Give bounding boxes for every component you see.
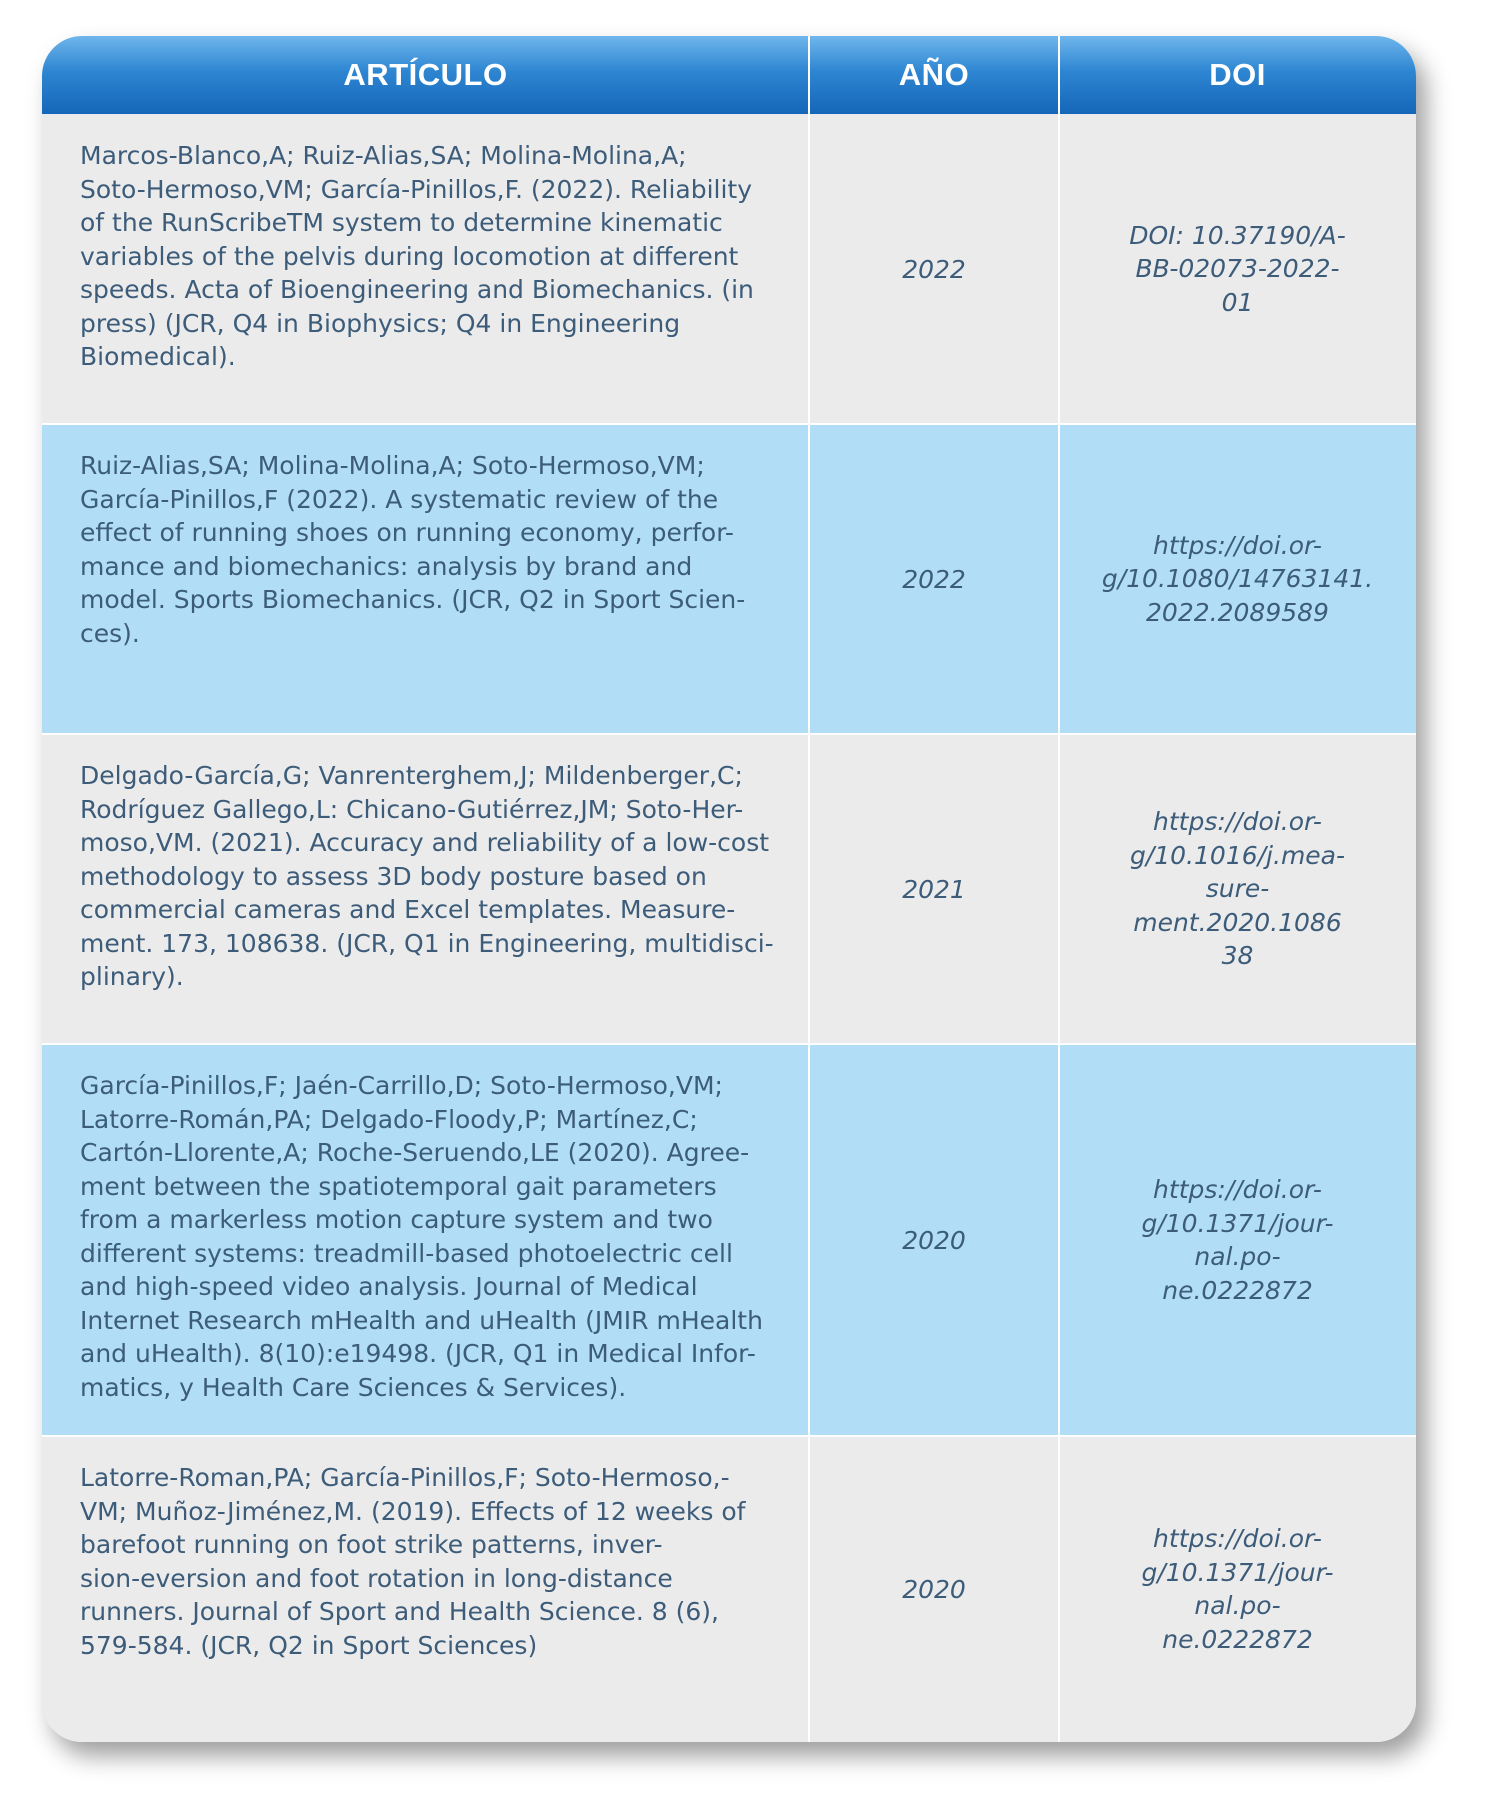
year-cell [809,1436,1059,1742]
row-divider [42,423,1416,425]
article-citation: Marcos-Blanco,A; Ruiz-Alias,SA; Molina-Molina,A; Soto-Hermoso,VM; García-Pinillos,F. (2022). Reliability of the RunScribeTM system to determine kinematic variables of the pelvis during locomotion at different speeds. Acta of Bioengineering and Biomechanics. (in press) (JCR, Q4 in Biophysics; Q4 in Engineering Biomedical). [80,141,754,371]
doi-value: https://doi.or- g/10.1016/j.mea- sure- ment.2020.1086 38 [1129,807,1346,971]
header-article: ARTÍCULO [343,57,508,92]
table-header [42,36,1416,114]
article-cell [42,1044,809,1436]
doi-value: DOI: 10.37190/A- BB-02073-2022- 01 [1129,220,1346,317]
doi-cell [1059,424,1416,734]
row-divider [42,1043,1416,1045]
header-year: AÑO [898,57,970,92]
doi-value: https://doi.or- g/10.1371/jour- nal.po- ne.0222872 [1141,1175,1334,1305]
article-citation: Delgado-García,G; Vanrenterghem,J; Mildenberger,C; Rodríguez Gallego,L: Chicano-Gutiérrez,JM; Soto-Her- moso,VM. (2021). Accuracy and reliability of a low-cost methodology to assess 3D body posture based on commercial cameras and Excel templates. Measure- ment. 173, 108638. (JCR, Q1 in Engineering, multidisci- plinary). [80,761,774,991]
year-value: 2020 [902,1574,966,1604]
header-doi: DOI [1209,57,1266,92]
table-row [42,1436,1416,1742]
table-row [42,424,1416,734]
doi-cell [1059,734,1416,1044]
row-divider [42,733,1416,735]
publications-table [42,36,1416,1742]
year-value: 2021 [902,874,966,904]
year-cell [809,424,1059,734]
table-row [42,734,1416,1044]
table-row [42,114,1416,424]
doi-cell [1059,1044,1416,1436]
year-value: 2022 [902,254,966,284]
row-divider [42,1435,1416,1437]
year-cell [809,734,1059,1044]
doi-cell [1059,1436,1416,1742]
doi-value: https://doi.or- g/10.1371/jour- nal.po- ne.0222872 [1141,1524,1334,1654]
doi-value: https://doi.or- g/10.1080/14763141. 2022.2089589 [1101,530,1374,627]
article-cell [42,114,809,424]
column-divider [1058,36,1060,1742]
doi-cell [1059,114,1416,424]
article-citation: Ruiz-Alias,SA; Molina-Molina,A; Soto-Hermoso,VM; García-Pinillos,F (2022). A systematic review of the effect of running shoes on running economy, perfor- mance and biomechanics: analysis by brand and model. Sports Biomechanics. (JCR, Q2 in Sport Scien- ces). [80,451,746,648]
year-cell [809,114,1059,424]
article-cell [42,734,809,1044]
year-value: 2020 [902,1225,966,1255]
article-cell [42,1436,809,1742]
article-cell [42,424,809,734]
table-row [42,1044,1416,1436]
article-citation: García-Pinillos,F; Jaén-Carrillo,D; Soto-Hermoso,VM; Latorre-Román,PA; Delgado-Floody,P; Martínez,C; Cartón-Llorente,A; Roche-Seruendo,LE (2020). Agree- ment between the spatiotemporal gait parameters from a markerless motion capture system and two different systems: treadmill-based photoelectric cell and high-speed video analysis. Journal of Medical Internet Research mHealth and uHealth (JMIR mHealth and uHealth). 8(10):e19498. (JCR, Q1 in Medical Infor- matics, y Health Care Sciences & Services). [80,1071,763,1402]
year-value: 2022 [902,564,966,594]
year-cell [809,1044,1059,1436]
article-citation: Latorre-Roman,PA; García-Pinillos,F; Soto-Hermoso,- VM; Muñoz-Jiménez,M. (2019). Effects of 12 weeks of barefoot running on foot strike patterns, inver- sion-eversion and foot rotation in long-distance runners. Journal of Sport and Health Science. 8 (6), 579-584. (JCR, Q2 in Sport Sciences) [80,1463,746,1660]
column-divider [808,36,810,1742]
